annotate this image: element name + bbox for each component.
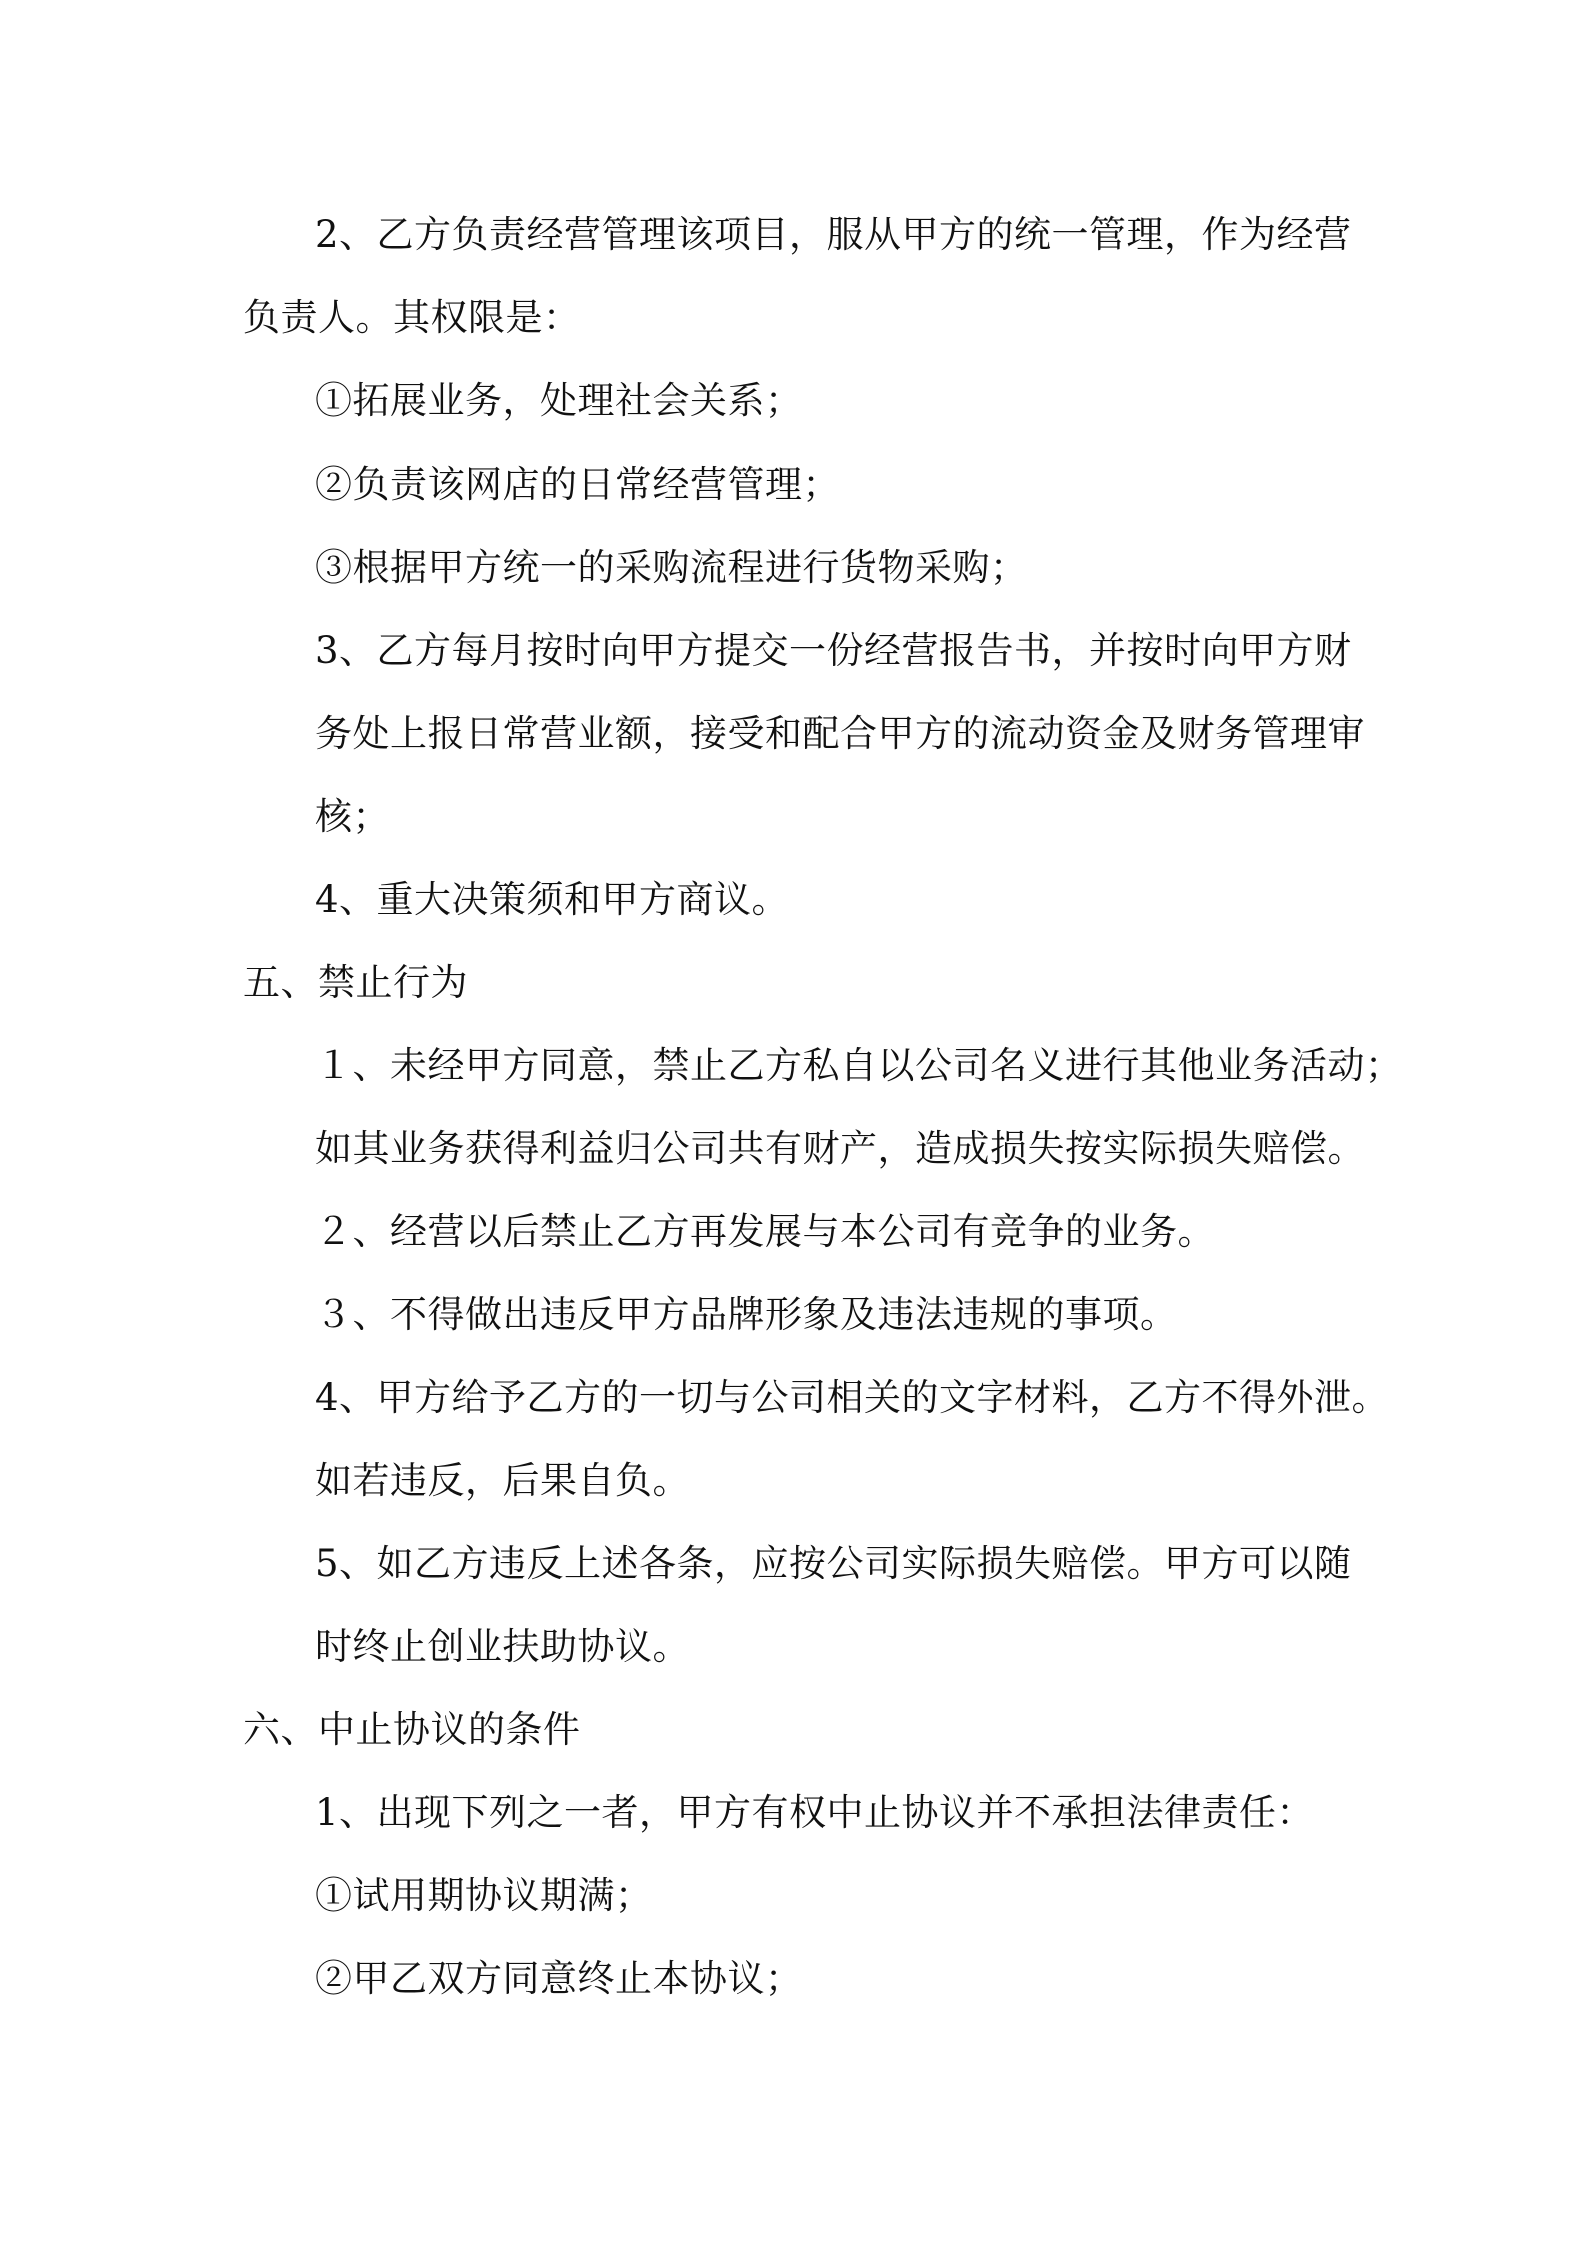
text-line: 时终止创业扶助协议。 xyxy=(315,1625,690,1668)
text-line: 如若违反，后果自负。 xyxy=(315,1459,690,1502)
text-line: ２、经营以后禁止乙方再发展与本公司有竞争的业务。 xyxy=(315,1210,1215,1253)
list-item: ②甲乙双方同意终止本协议； xyxy=(315,1957,803,2000)
text-line: 2、乙方负责经营管理该项目，服从甲方的统一管理，作为经营 xyxy=(315,213,1352,256)
text-line: 如其业务获得利益归公司共有财产，造成损失按实际损失赔偿。 xyxy=(315,1127,1365,1170)
text-line: １、未经甲方同意，禁止乙方私自以公司名义进行其他业务活动； xyxy=(315,1044,1403,1087)
text-line: 3、乙方每月按时向甲方提交一份经营报告书，并按时向甲方财 xyxy=(315,629,1352,672)
text-line: 务处上报日常营业额，接受和配合甲方的流动资金及财务管理审 xyxy=(315,712,1365,755)
section-heading: 六、中止协议的条件 xyxy=(243,1708,581,1751)
section-heading: 五、禁止行为 xyxy=(243,961,468,1004)
text-line: 5、如乙方违反上述各条，应按公司实际损失赔偿。甲方可以随 xyxy=(315,1542,1352,1585)
list-item: ②负责该网店的日常经营管理； xyxy=(315,463,840,506)
list-item: ①试用期协议期满； xyxy=(315,1874,653,1917)
text-line: ３、不得做出违反甲方品牌形象及违法违规的事项。 xyxy=(315,1293,1178,1336)
list-item: ③根据甲方统一的采购流程进行货物采购； xyxy=(315,546,1028,589)
text-line: 4、甲方给予乙方的一切与公司相关的文字材料，乙方不得外泄。 xyxy=(315,1376,1390,1419)
list-item: ①拓展业务，处理社会关系； xyxy=(315,379,803,422)
text-line: 4、重大决策须和甲方商议。 xyxy=(315,878,790,921)
text-line: 核； xyxy=(315,795,390,838)
text-line: 负责人。其权限是： xyxy=(243,296,581,339)
text-line: 1、出现下列之一者，甲方有权中止协议并不承担法律责任： xyxy=(315,1791,1315,1834)
